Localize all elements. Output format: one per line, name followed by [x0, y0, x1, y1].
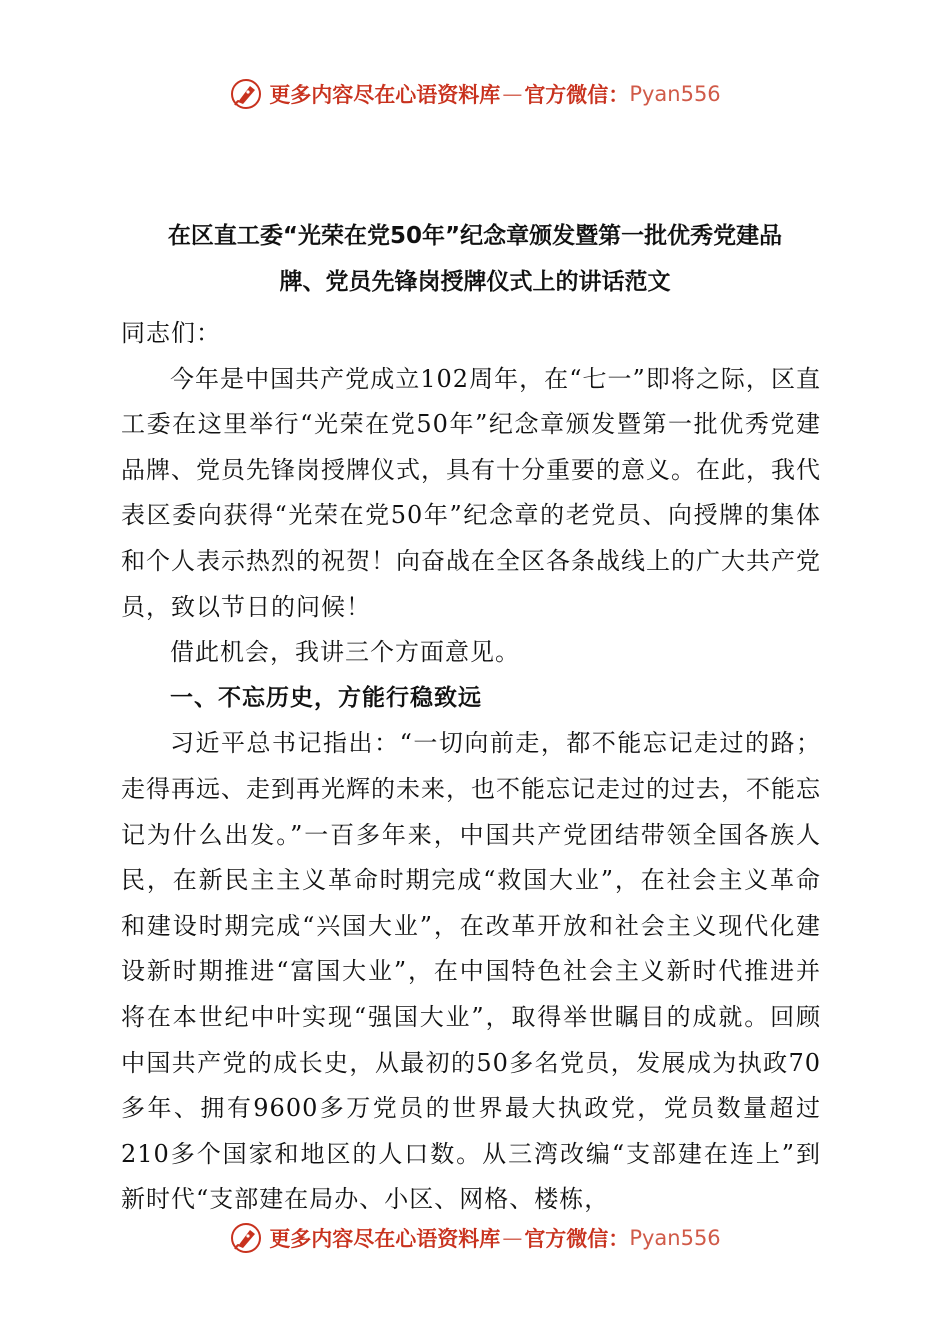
watermark-account: Pyan556	[629, 1226, 721, 1250]
pen-nib-logo-icon	[229, 1221, 263, 1255]
watermark-text: 更多内容尽在心语资料库	[269, 1226, 501, 1251]
title-line-2: 牌、党员先锋岗授牌仪式上的讲话范文	[279, 269, 671, 295]
document-title	[110, 213, 840, 305]
document-body	[121, 311, 821, 1223]
section-1-paragraph: 习近平总书记指出：“一切向前走，都不能忘记走过的路；走得再远、走到再光辉的未来，也不能忘记走过的过去，不能忘记为什么出发。”一百多年来，中国共产党团结带领全国各族人民，在新民主主义革命时期完成“救国大业”，在社会主义革命和建设时期完成“兴国大业”，在改革开放和社会主义现代化建设新时期推进“富国大业”，在中国特色社会主义新时代推进并将在本世纪中叶实现“强国大业”，取得举世瞩目的成就。回顾中国共产党的成长史，从最初的50多名党员，发展成为执政70多年、拥有9600多万党员的世界最大执政党，党员数量超过210多个国家和地区的人口数。从三湾改编“支部建在连上”到新时代“支部建在局办、小区、网格、楼栋，	[121, 729, 821, 1214]
watermark-account: Pyan556	[629, 82, 721, 106]
transition-paragraph: 借此机会，我讲三个方面意见。	[170, 638, 520, 667]
watermark-separator: —	[502, 1226, 523, 1250]
watermark-label: 官方微信：	[524, 1226, 630, 1251]
section-1-heading: 一、不忘历史，方能行稳致远	[170, 684, 482, 711]
watermark-separator: —	[502, 82, 523, 106]
intro-paragraph: 今年是中国共产党成立102周年，在“七一”即将之际，区直工委在这里举行“光荣在党50年”纪念章颁发暨第一批优秀党建品牌、党员先锋岗授牌仪式，具有十分重要的意义。在此，我代表区委向获得“光荣在党50年”纪念章的老党员、向授牌的集体和个人表示热烈的祝贺！向奋战在全区各条战线上的广大共产党员，致以节日的问候！	[121, 364, 821, 621]
footer-watermark	[0, 1218, 950, 1258]
watermark-text: 更多内容尽在心语资料库	[269, 82, 501, 107]
watermark-label: 官方微信：	[524, 82, 630, 107]
title-line-1: 在区直工委“光荣在党50年”纪念章颁发暨第一批优秀党建品	[167, 223, 783, 249]
salutation: 同志们：	[121, 319, 221, 347]
header-watermark	[0, 74, 950, 114]
pen-nib-logo-icon	[229, 77, 263, 111]
